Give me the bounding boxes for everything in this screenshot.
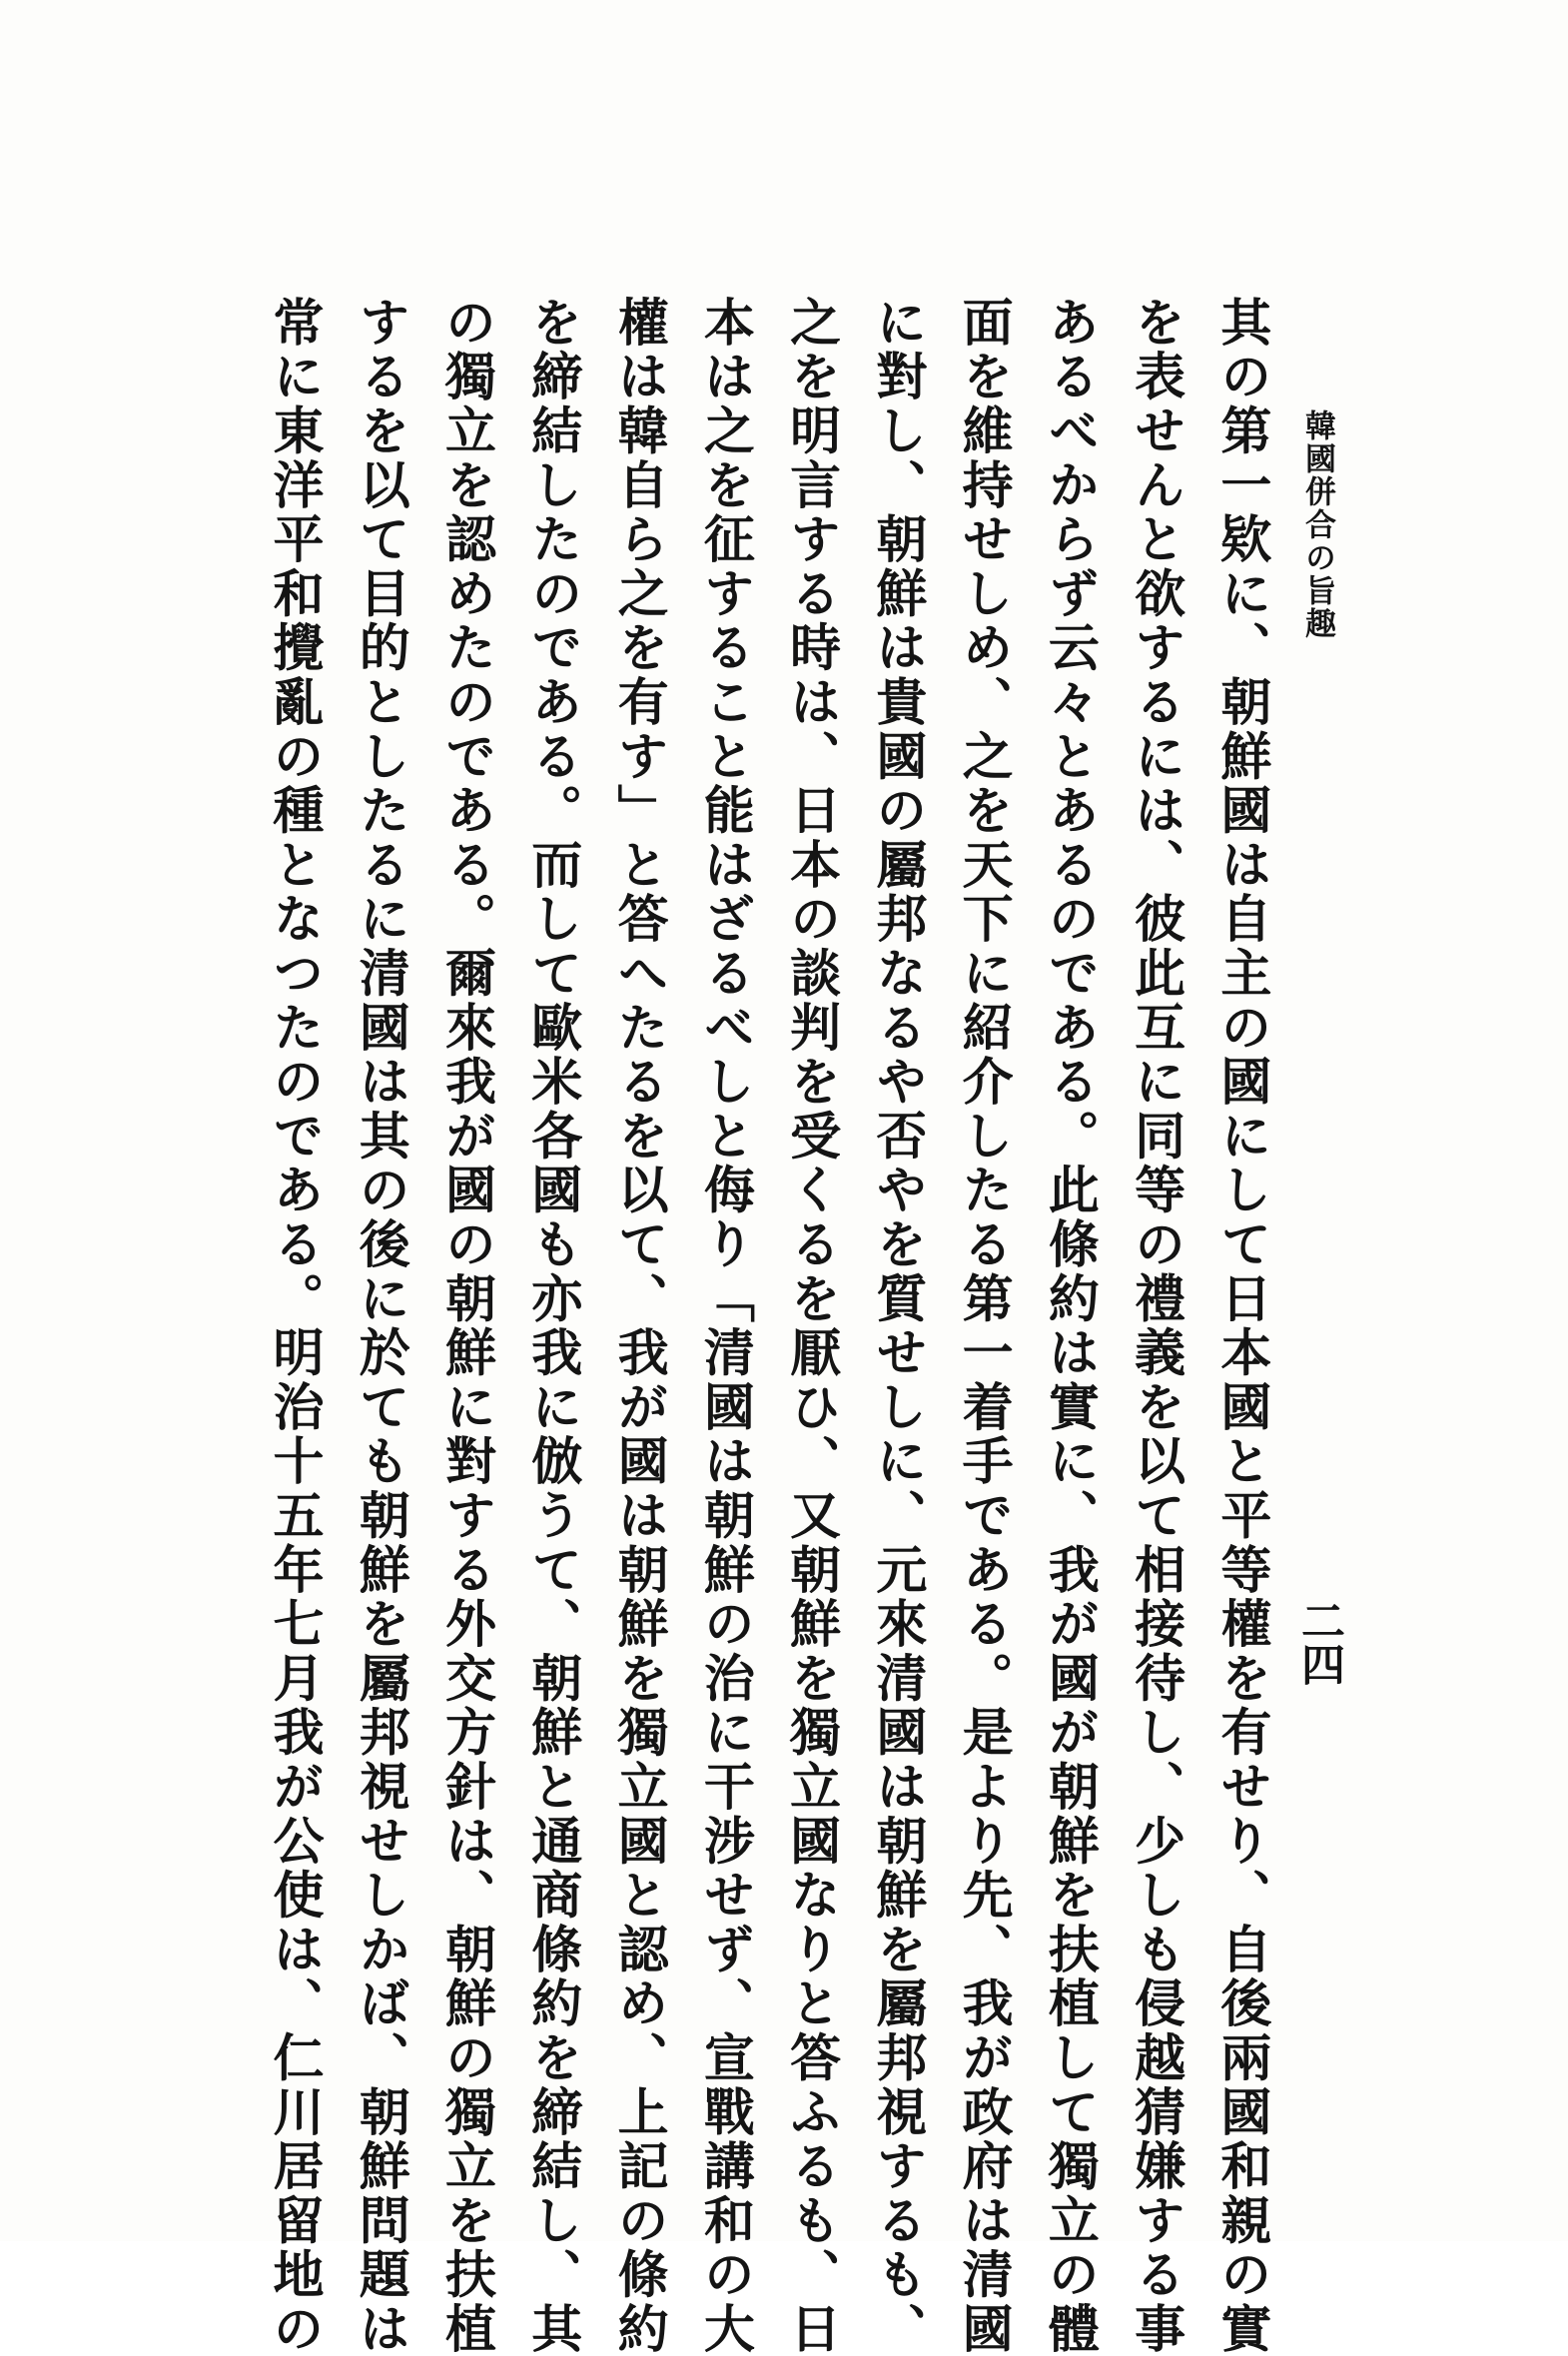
- text-column: あるべからず云々とあるのである。此條約は實に、我が國が朝鮮を扶植して獨立の體: [1039, 296, 1100, 2356]
- text-column: を締結したのである。而して歐米各國も亦我に倣うて、朝鮮と通商條約を締結し、其: [521, 296, 582, 2356]
- text-column: 面を維持せしめ、之を天下に紹介したる第一着手である。是より先、我が政府は清國: [953, 296, 1014, 2356]
- running-title: 韓國併合の旨趣: [1299, 409, 1335, 640]
- text-column: 本は之を征すること能はざるべしと侮り「清國は朝鮮の治に干涉せず、宣戰講和の大: [694, 296, 755, 2356]
- text-column: の獨立を認めたのである。爾來我が國の朝鮮に對する外交方針は、朝鮮の獨立を扶植: [435, 296, 496, 2356]
- text-column: に對し、朝鮮は貴國の屬邦なるや否やを質せしに、元來清國は朝鮮を屬邦視するも、: [866, 296, 927, 2356]
- body-text: [264, 296, 1271, 2356]
- page-number: 二四: [1293, 1598, 1344, 1686]
- text-column: 之を明言する時は、日本の談判を受くるを厭ひ、又朝鮮を獨立國なりと答ふるも、日: [780, 296, 841, 2356]
- text-column: を表せんと欲するには、彼此互に同等の禮義を以て相接待し、少しも侵越猜嫌する事: [1125, 296, 1185, 2356]
- text-column: 常に東洋平和攪亂の種となつたのである。明治十五年七月我が公使は、仁川居留地の: [264, 296, 324, 2356]
- text-column: 其の第一欵に、朝鮮國は自主の國にして日本國と平等權を有せり、自後兩國和親の實: [1210, 296, 1271, 2356]
- text-column: するを以て目的としたるに清國は其の後に於ても朝鮮を屬邦視せしかば、朝鮮問題は: [350, 296, 410, 2356]
- text-column: 權は韓自ら之を有す」と答へたるを以て、我が國は朝鮮を獨立國と認め、上記の條約: [608, 296, 669, 2356]
